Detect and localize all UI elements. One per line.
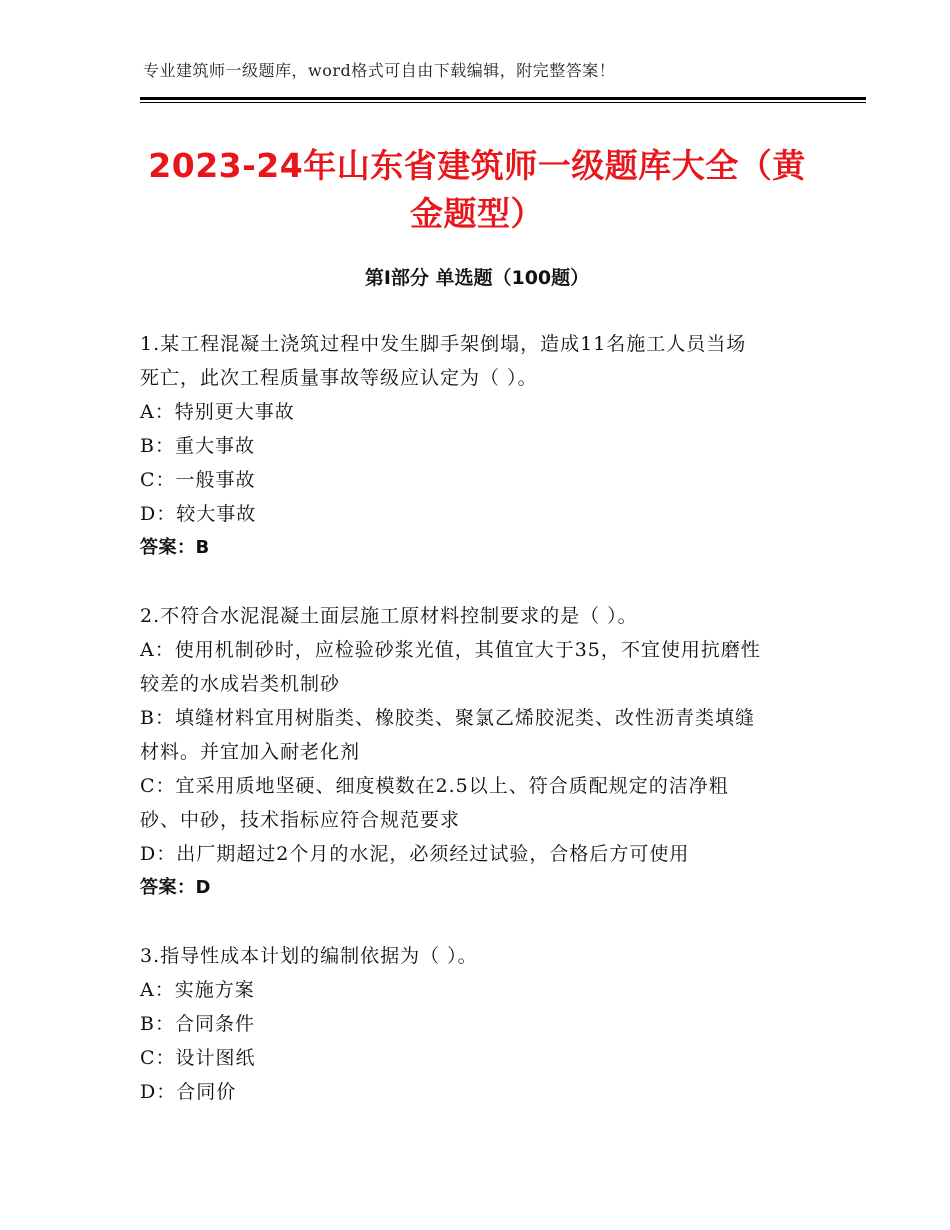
question-3-option-c: C：设计图纸 bbox=[140, 1047, 256, 1069]
document-title-line-1: 2023-24年山东省建筑师一级题库大全（黄 bbox=[148, 146, 806, 185]
question-3-option-b: B：合同条件 bbox=[140, 1013, 255, 1035]
question-2-option-c-line-2: 砂、中砂，技术指标应符合规范要求 bbox=[140, 809, 461, 831]
question-1-option-c: C：一般事故 bbox=[140, 469, 256, 491]
header-rule-thin bbox=[140, 102, 866, 103]
question-2 bbox=[140, 599, 815, 905]
question-2-option-a-line-2: 较差的水成岩类机制砂 bbox=[140, 673, 341, 695]
document-title bbox=[140, 142, 814, 238]
question-1-option-a: A：特别更大事故 bbox=[140, 401, 295, 423]
question-2-option-c-line-1: C：宜采用质地坚硬、细度模数在2.5以上、符合质配规定的洁净粗 bbox=[140, 775, 729, 797]
question-spacer bbox=[140, 905, 815, 939]
question-spacer bbox=[140, 565, 815, 599]
question-1-option-d: D：较大事故 bbox=[140, 503, 257, 525]
question-2-option-a-line-1: A：使用机制砂时，应检验砂浆光值，其值宜大于35，不宜使用抗磨性 bbox=[140, 639, 761, 661]
question-3-option-a: A：实施方案 bbox=[140, 979, 255, 1001]
question-1-stem-line-2: 死亡，此次工程质量事故等级应认定为（ ）。 bbox=[140, 367, 538, 389]
question-2-option-b-line-1: B：填缝材料宜用树脂类、橡胶类、聚氯乙烯胶泥类、改性沥青类填缝 bbox=[140, 707, 755, 729]
question-list bbox=[140, 327, 815, 1109]
document-title-line-2: 金题型） bbox=[410, 194, 544, 233]
question-2-option-b-line-2: 材料。并宜加入耐老化剂 bbox=[140, 741, 361, 763]
header-rule-thick bbox=[140, 97, 866, 100]
header-note: 专业建筑师一级题库，word格式可自由下载编辑，附完整答案！ bbox=[143, 61, 616, 80]
question-1-option-b: B：重大事故 bbox=[140, 435, 255, 457]
question-3 bbox=[140, 939, 815, 1109]
question-1-stem-line-1: 1.某工程混凝土浇筑过程中发生脚手架倒塌，造成11名施工人员当场 bbox=[140, 333, 747, 355]
question-1-answer: 答案：B bbox=[140, 537, 210, 558]
question-2-stem-line-1: 2.不符合水泥混凝土面层施工原材料控制要求的是（ ）。 bbox=[140, 605, 638, 627]
question-3-option-d: D：合同价 bbox=[140, 1081, 237, 1103]
question-3-stem-line-1: 3.指导性成本计划的编制依据为（ ）。 bbox=[140, 945, 478, 967]
section-title: 第Ⅰ部分 单选题（100题） bbox=[364, 267, 590, 289]
question-2-answer: 答案：D bbox=[140, 877, 211, 898]
question-1 bbox=[140, 327, 815, 565]
question-2-option-d: D：出厂期超过2个月的水泥，必须经过试验，合格后方可使用 bbox=[140, 843, 690, 865]
